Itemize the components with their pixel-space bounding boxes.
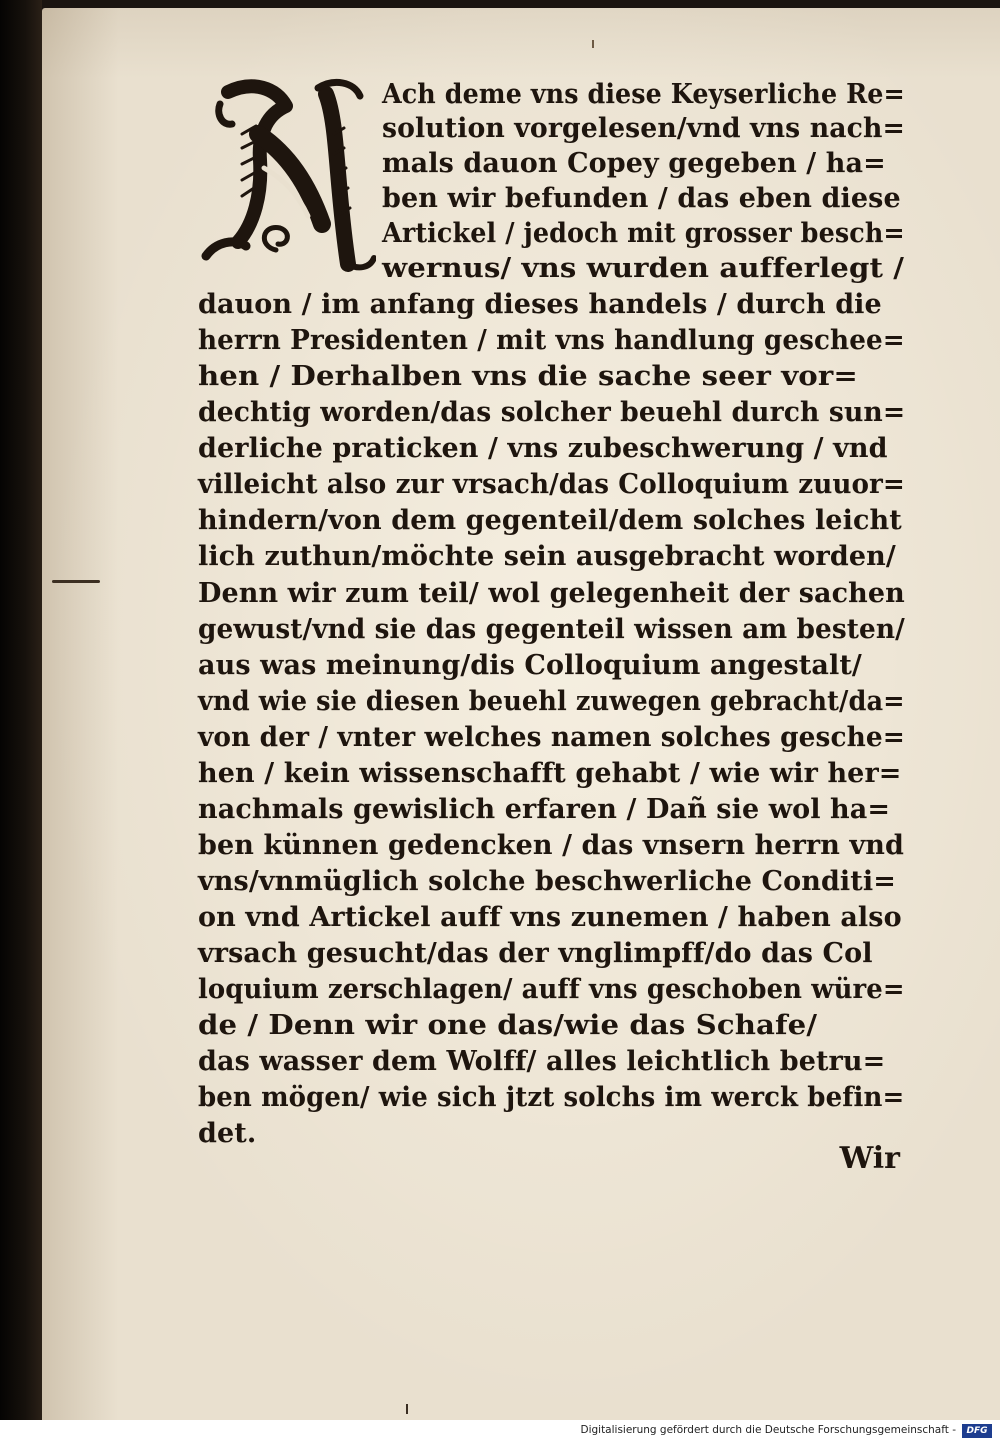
text-line-28: das wasser dem Wolff/ alles leichtlich betru= [198,1046,886,1077]
text-line-3: mals dauon Copey gegeben / ha= [382,148,886,179]
text-line-10: dechtig worden/das solcher beuehl durch sun= [198,397,906,428]
text-line-24: on vnd Artickel auff vns zunemen / haben also [198,902,902,933]
page-mark-top [592,40,594,48]
decorated-initial-letter [198,74,376,274]
text-line-5: Artickel / jedoch mit grosser besch= [382,218,905,249]
text-line-25: vrsach gesucht/das der vnglimpff/do das Col [198,938,873,969]
text-line-8: herrn Presidenten / mit vns handlung geschee= [198,325,905,356]
text-line-20: hen / kein wissenschafft gehabt / wie wir her= [198,758,902,789]
text-line-11: derliche praticken / vns zubeschwerung / vnd [198,433,888,464]
binding-shadow [0,0,42,1420]
text-line-22: ben künnen gedencken / das vnsern herrn vnd [198,830,904,861]
text-line-30: det. [198,1118,257,1149]
text-line-12: villeicht also zur vrsach/das Colloquium zuuor= [198,469,905,500]
text-line-13: hindern/von dem gegenteil/dem solches leicht [198,505,902,536]
text-line-29: ben mögen/ wie sich jtzt solchs im werck befin= [198,1082,905,1113]
page-mark-bottom [406,1404,408,1414]
text-line-17: aus was meinung/dis Colloquium angestalt/ [198,650,862,681]
text-line-9: hen / Derhalben vns die sache seer vor= [198,361,858,392]
text-line-2: solution vorgelesen/vnd vns nach= [382,113,905,144]
text-line-27: de / Denn wir one das/wie das Schafe/ [198,1010,818,1041]
footer-bar [0,1420,1000,1443]
text-line-14: lich zuthun/möchte sein ausgebracht worden/ [198,541,896,572]
text-line-16: gewust/vnd sie das gegenteil wissen am besten/ [198,614,905,645]
text-line-6: wernus/ vns wurden aufferlegt / [382,253,905,284]
text-line-7: dauon / im anfang dieses handels / durch die [198,289,882,320]
text-line-15: Denn wir zum teil/ wol gelegenheit der sachen [198,578,905,609]
text-line-18: vnd wie sie diesen beuehl zuwegen gebracht/da= [198,686,905,717]
text-line-23: vns/vnmüglich solche beschwerliche Conditi= [198,866,896,897]
dfg-logo-icon[interactable]: DFG [962,1424,992,1438]
text-line-4: ben wir befunden / das eben diese [382,183,901,214]
text-line-1: Ach deme vns diese Keyserliche Re= [382,79,905,110]
text-line-19: von der / vnter welches namen solches gesche= [198,722,905,753]
text-line-21: nachmals gewislich erfaren / Dañ sie wol ha= [198,794,891,825]
margin-fold-mark [52,580,100,583]
funding-notice: Digitalisierung gefördert durch die Deutsche Forschungsgemeinschaft - [580,1424,956,1436]
catchword: Wir [839,1141,900,1176]
text-line-26: loquium zerschlagen/ auff vns geschoben würe= [198,974,905,1005]
